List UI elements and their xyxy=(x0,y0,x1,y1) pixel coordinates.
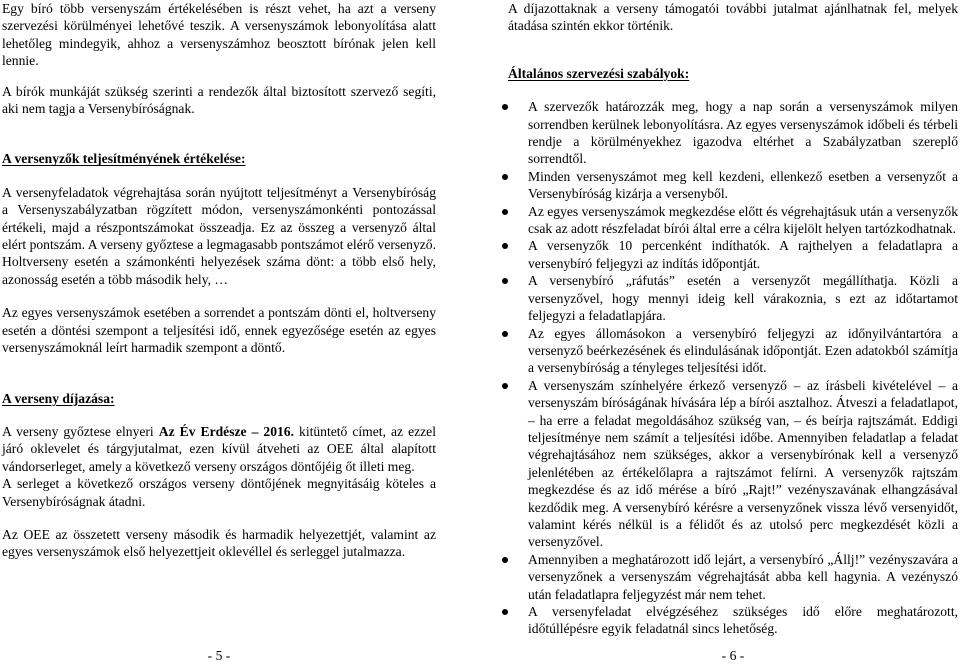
bullet-icon xyxy=(502,383,508,389)
left-page xyxy=(2,0,436,666)
rule-item xyxy=(508,551,958,603)
left-paragraph-1: Egy bíró több versenyszám értékelésében is részt vehet, ha azt a verseny szervezési körülményei lehetővé teszik. A versenyszámok lebonyolítása alatt lehetőleg mindegyik, ahhoz a versenyszámhoz beosztott bírónak jelen kell lennie. xyxy=(2,1,436,69)
page-number-right: - 6 - xyxy=(721,648,745,663)
bullet-icon xyxy=(502,243,508,249)
right-paragraph-1: A díjazottaknak a verseny támogatói további jutalmat ajánlhatnak fel, melyek átadása szintén ekkor történik. xyxy=(508,1,958,34)
bullet-icon xyxy=(502,331,508,337)
left-paragraph-2: A bírók munkáját szükség szerinti a rendezők által biztosított szervező segíti, aki nem tagja a Versenybíróságnak. xyxy=(2,83,436,117)
rule-text: Amennyiben a meghatározott idő lejárt, a versenybíró „Állj!” vezényszavára a versenyzőnek a versenyszám végrehajtását abba kell hagynia. A vezényszó után feladatlapra feljegyzést már nem tehet. xyxy=(528,551,958,602)
left-paragraph-4: Az egyes versenyszámok esetében a sorrendet a pontszám dönti el, holtverseny esetén a döntési szempont a teljesítési idő, ennek egyezősége esetén az egyes versenyszámoknál leírt harmadik szempont a döntő. xyxy=(2,305,436,356)
rules-list xyxy=(508,98,958,638)
left-paragraph-6: A serleget a következő országos verseny döntőjének megnyitásáig köteles a Versenybíróságnak átadni. xyxy=(2,476,436,509)
bullet-icon xyxy=(502,609,508,615)
left-paragraph-3: A versenyfeladatok végrehajtása során nyújtott teljesítményt a Versenybíróság a Versenyszabályzatban rögzített módon, versenyszámonkénti pontozással értékeli, majd a részpontszámokat összeadja. Ez az összeg a versenyző által elért pontszám. A verseny győztese a legmagasabb pontszámot elérő versenyző. Holtverseny esetén a számonkénti helyezések száma dönt: a több első hely, azonosság esetén a több második hely, … xyxy=(2,184,436,287)
rule-text: Az egyes állomásokon a versenybíró feljegyzi az időnyilvántartóra a versenyző beérkezésének és elindulásának időpontját. Ezen adatokból számítja a versenybíróság a tényleges teljesítési időt. xyxy=(528,325,958,376)
bullet-icon xyxy=(502,557,508,563)
rule-item xyxy=(508,98,958,168)
rule-text: A versenyfeladat elvégzéséhez szükséges idő előre meghatározott, időtúllépésre egyik feladatnál sincs lehetőség. xyxy=(528,604,958,637)
rule-item xyxy=(508,325,958,377)
rule-text: A szervezők határozzák meg, hogy a nap során a versenyszámok milyen sorrendben kerülnek lebonyolításra. Az egyes versenyszámok időbeli és térbeli rendje a körülményekhez igazodva eltérhet a Szabályzatban szereplő sorrendtől. xyxy=(528,99,958,167)
rule-item xyxy=(508,272,958,324)
right-page xyxy=(508,0,958,666)
page-number-left: - 5 - xyxy=(207,648,231,663)
bullet-icon xyxy=(502,278,508,284)
rule-text: A versenybíró „ráfutás” esetén a versenyzőt megállíthatja. Közli a versenyzővel, hogy mennyi ideig kell várakoznia, s ezt az időtartamot feljegyzi a feladatlapjára. xyxy=(528,273,958,324)
bullet-icon xyxy=(502,104,508,110)
rule-text: A versenyzők 10 percenként indíthatók. A rajthelyen a feladatlapra a versenybíró feljegyzi az indítás időpontját. xyxy=(528,238,958,271)
rule-text: Az egyes versenyszámok megkezdése előtt és végrehajtásuk után a versenyzők csak az adott részfeladat bírói által erre a célra kijelölt helyen tartózkodhatnak. xyxy=(528,203,958,237)
award-text-post: kitüntető címet, az ezzel járó oklevelet és tárgyjutalmat, ezen kívül átveheti az OEE által alapított vándorserleget, amely a következő verseny országos döntőjéig őt illeti meg. xyxy=(2,423,436,474)
heading-evaluation: A versenyzők teljesítményének értékelése: xyxy=(2,151,246,167)
rule-text: A versenyszám színhelyére érkező versenyző – az írásbeli kivételével – a versenyszám bíróságának hívására lép a bírói asztalhoz. Átveszi a feladatlapot, – ha erre a feladat megoldásához szükség van, – és beírja rajtszámát. Eddigi teljesítménye nem számít a teljesítési időbe. Amennyiben feladatlap a feladat végrehajtásához nem szükséges, akkor a versenybírónak kell a versenyző jelenlétében az értékelőlapra a rajtszámot felírni. A versenyzők rajtszám megkezdése és az idő mérése a bíró „Rajt!” vezényszavának elhangzásával kezdődik meg. A versenybíró kérésre a versenyzőnek vissza lévő versenyidőt, valamint kérés nélkül is a félidőt és az utolsó perc megkezdését közli a versenyzővel. xyxy=(528,377,958,550)
rule-item xyxy=(508,237,958,272)
rule-item xyxy=(508,377,958,551)
bullet-icon xyxy=(502,174,508,180)
heading-awards: A verseny díjazása: xyxy=(2,390,115,406)
rule-item xyxy=(508,168,958,203)
rule-text: Minden versenyszámot meg kell kezdeni, ellenkező esetben a versenyzőt a Versenybíróság kizárja a versenyből. xyxy=(528,168,958,202)
left-paragraph-5 xyxy=(2,423,436,475)
left-paragraph-7: Az OEE az összetett verseny második és harmadik helyezettjét, valamint az egyes versenyszámok első helyezettjeit oklevéllel és serleggel jutalmazza. xyxy=(2,526,436,560)
rule-item xyxy=(508,203,958,238)
rule-item xyxy=(508,603,958,638)
heading-general-rules: Általános szervezési szabályok: xyxy=(508,65,690,81)
award-text-pre: A verseny győztese elnyeri xyxy=(2,423,159,439)
bullet-icon xyxy=(502,209,508,215)
award-title: Az Év Erdésze – 2016. xyxy=(158,423,294,439)
